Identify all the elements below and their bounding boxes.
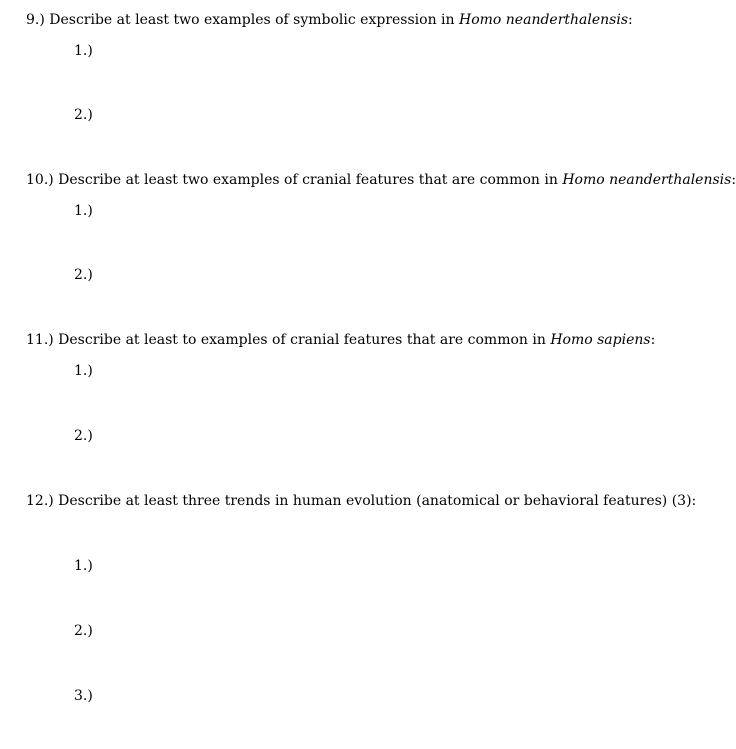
question-10-colon: : — [731, 172, 736, 188]
question-12-answer-3: 3.) — [74, 688, 93, 704]
question-10-answer-1: 1.) — [74, 203, 93, 219]
question-9-answer-1: 1.) — [74, 43, 93, 59]
question-11 — [26, 331, 655, 349]
question-11-colon: : — [650, 332, 656, 348]
question-10-species: Homo neanderthalensis — [562, 172, 732, 188]
question-12-answer-2: 2.) — [74, 623, 93, 639]
question-10 — [26, 171, 736, 189]
question-11-answer-1: 1.) — [74, 363, 93, 379]
question-10-text: 10.) Describe at least two examples of cranial features that are common in — [26, 172, 563, 188]
question-12-answer-1: 1.) — [74, 558, 93, 574]
question-11-answer-2: 2.) — [74, 428, 93, 444]
question-11-species: Homo sapiens — [550, 332, 651, 348]
question-9-species: Homo neanderthalensis — [459, 12, 629, 28]
question-11-text: 11.) Describe at least to examples of cranial features that are common in — [26, 332, 551, 348]
question-9-answer-2: 2.) — [74, 107, 93, 123]
question-9-text: 9.) Describe at least two examples of symbolic expression in — [26, 12, 459, 28]
question-12-text: 12.) Describe at least three trends in human evolution (anatomical or behavioral features) (3): — [26, 493, 697, 509]
question-12 — [26, 492, 696, 510]
question-10-answer-2: 2.) — [74, 267, 93, 283]
question-9-colon: : — [628, 12, 633, 28]
question-9 — [26, 11, 633, 29]
